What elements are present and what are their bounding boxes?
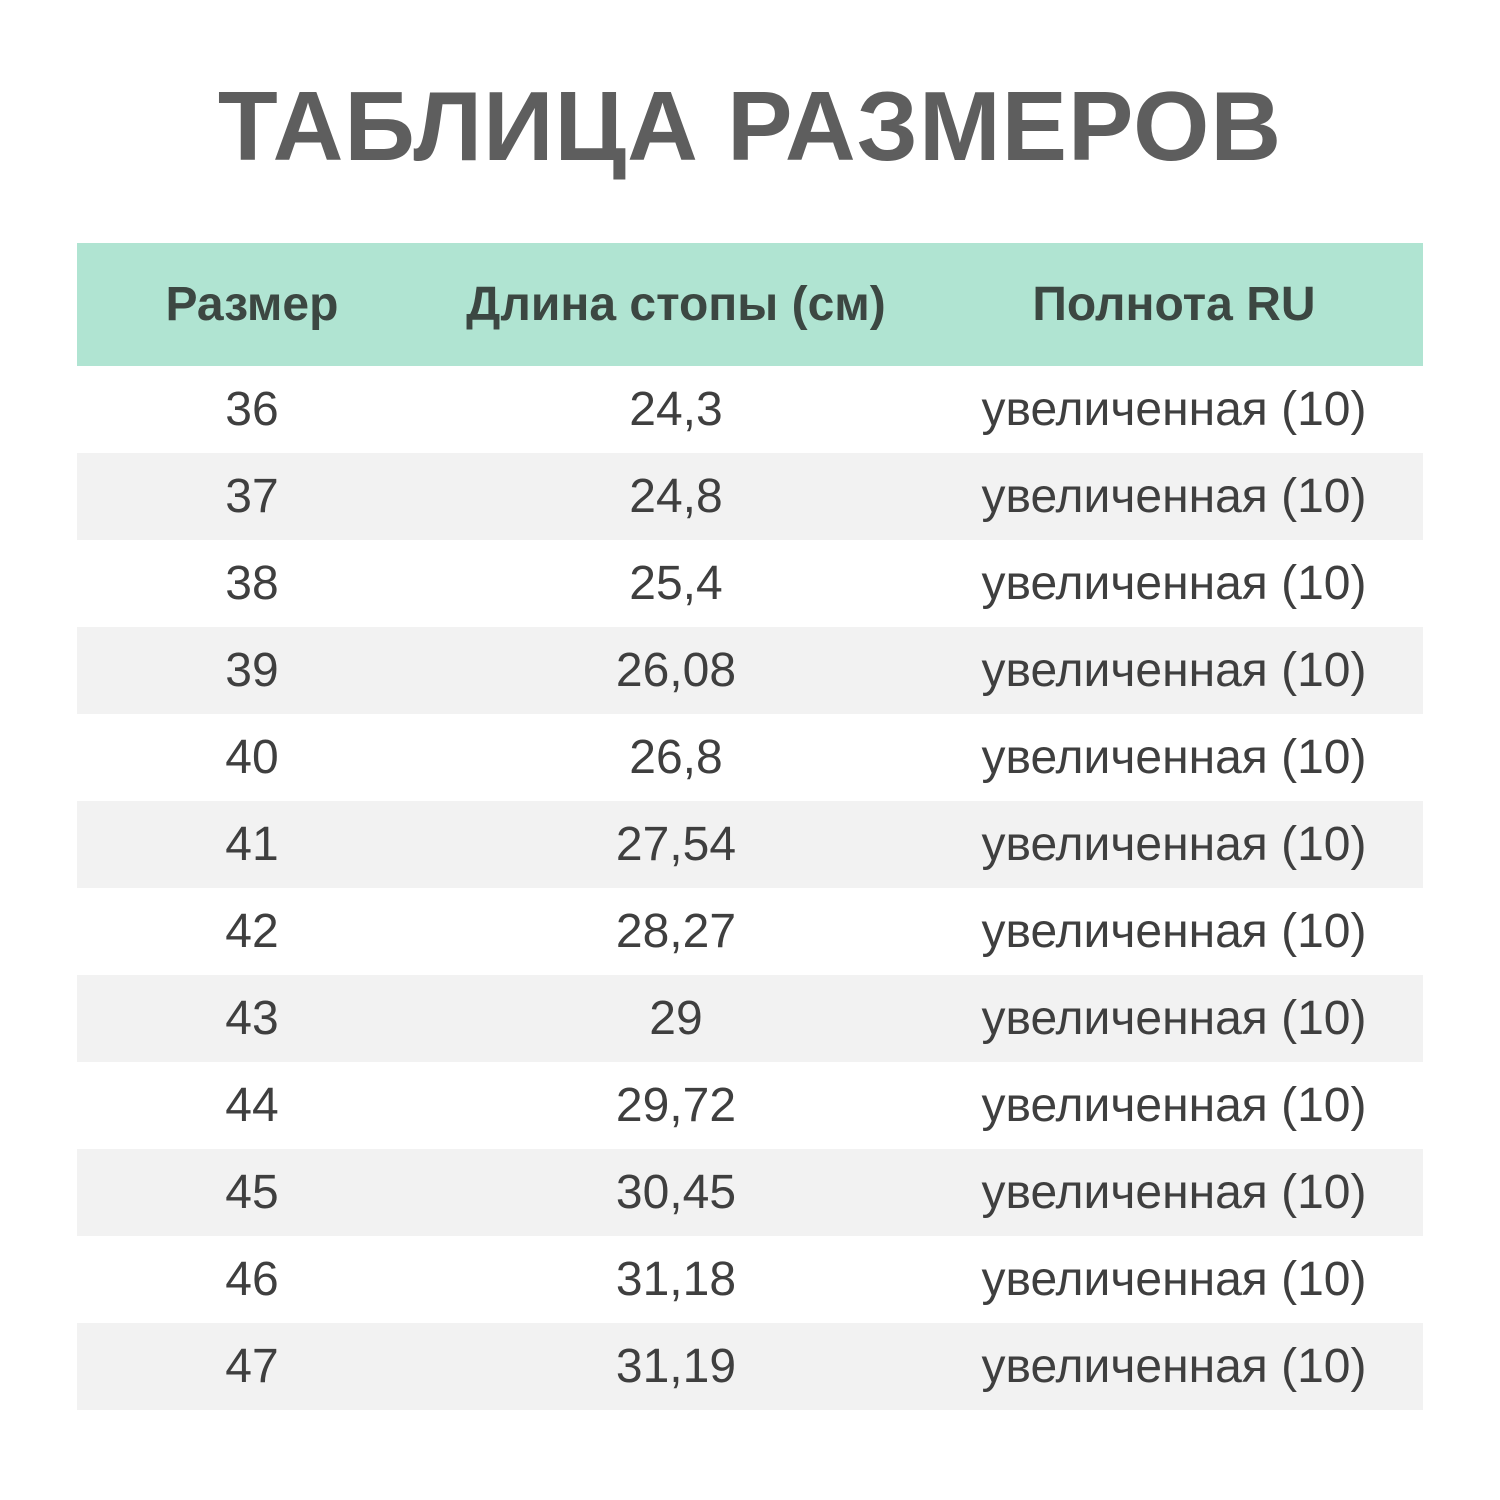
table-cell: 29,72	[615, 1078, 737, 1132]
table-row	[77, 1323, 1423, 1410]
table-row	[77, 888, 1423, 975]
table-cell: увеличенная (10)	[981, 1339, 1367, 1393]
table-cell: 40	[225, 730, 279, 784]
table-cell: увеличенная (10)	[981, 643, 1367, 697]
table-cell: 28,27	[615, 904, 737, 958]
table-cell: 43	[225, 991, 279, 1045]
table-row	[77, 975, 1423, 1062]
table-cell: 45	[225, 1165, 279, 1219]
table-cell: увеличенная (10)	[981, 1078, 1367, 1132]
table-cell: 31,19	[615, 1339, 737, 1393]
column-header-foot-length: Длина стопы (см)	[427, 243, 925, 366]
table-cell: увеличенная (10)	[981, 730, 1367, 784]
table-cell: 31,18	[615, 1252, 737, 1306]
table-cell: 38	[225, 556, 279, 610]
table-cell: 24,8	[629, 469, 723, 523]
table-cell: увеличенная (10)	[981, 817, 1367, 871]
table-cell: 26,8	[629, 730, 723, 784]
table-cell: увеличенная (10)	[981, 469, 1367, 523]
table-cell: 30,45	[615, 1165, 737, 1219]
page-title: ТАБЛИЦА РАЗМЕРОВ	[217, 71, 1283, 181]
table-row	[77, 540, 1423, 627]
table-cell: 26,08	[615, 643, 737, 697]
table-row	[77, 366, 1423, 453]
table-cell: увеличенная (10)	[981, 382, 1367, 436]
table-row	[77, 801, 1423, 888]
table-cell: 36	[225, 382, 279, 436]
table-cell: 46	[225, 1252, 279, 1306]
table-cell: 25,4	[629, 556, 723, 610]
column-header-size: Размер	[77, 243, 427, 366]
table-cell: увеличенная (10)	[981, 1252, 1367, 1306]
table-body	[77, 366, 1423, 1410]
table-row	[77, 627, 1423, 714]
table-cell: увеличенная (10)	[981, 904, 1367, 958]
table-header-row	[77, 243, 1423, 366]
column-header-fullness: Полнота RU	[925, 243, 1423, 366]
table-cell: 42	[225, 904, 279, 958]
table-row	[77, 1236, 1423, 1323]
table-cell: 39	[225, 643, 279, 697]
table-cell: 27,54	[615, 817, 737, 871]
table-cell: 41	[225, 817, 279, 871]
table-cell: 37	[225, 469, 279, 523]
table-row	[77, 1149, 1423, 1236]
table-row	[77, 714, 1423, 801]
table-cell: 29	[649, 991, 703, 1045]
table-cell: 44	[225, 1078, 279, 1132]
table-cell: 24,3	[629, 382, 723, 436]
table-row	[77, 1062, 1423, 1149]
table-cell: увеличенная (10)	[981, 991, 1367, 1045]
table-cell: увеличенная (10)	[981, 1165, 1367, 1219]
table-cell: увеличенная (10)	[981, 556, 1367, 610]
table-row	[77, 453, 1423, 540]
size-table	[77, 243, 1423, 1410]
table-cell: 47	[225, 1339, 279, 1393]
